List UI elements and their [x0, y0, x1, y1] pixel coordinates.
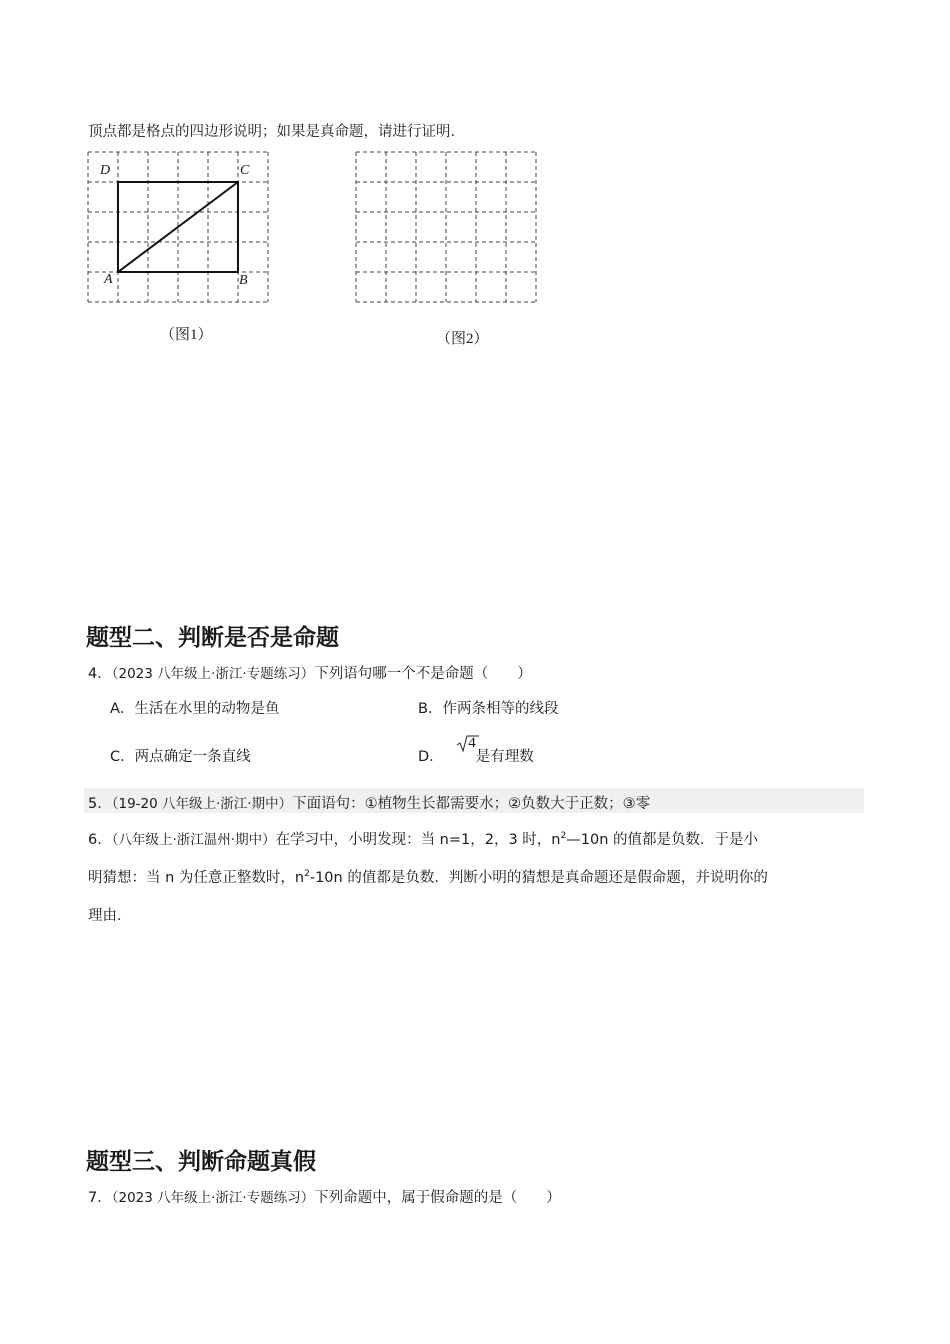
question-7-stem: 下列命题中，属于假命题的是（ ） — [314, 1190, 561, 1206]
option-c-letter: C． — [110, 749, 135, 765]
figure-2-label: （图2） — [436, 331, 489, 347]
option-d-text: 是有理数 — [475, 749, 534, 765]
question-6-number: 6． — [88, 832, 112, 848]
option-b[interactable] — [418, 697, 558, 718]
option-a[interactable] — [110, 697, 279, 718]
section-2-title: 题型二、判断是否是命题 — [86, 625, 339, 651]
question-6-source: （八年级上·浙江温州·期中） — [111, 832, 276, 848]
section-3-title: 题型三、判断命题真假 — [86, 1149, 316, 1175]
option-d-letter: D． — [418, 749, 444, 765]
question-6-text-2a: 明猜想：当 n 为任意正整数时，n — [88, 870, 305, 886]
question-6-text-2b: -10n 的值都是负数．判断小明的猜想是真命题还是假命题，并说明你的 — [309, 870, 768, 886]
option-a-letter: A． — [110, 701, 135, 717]
question-4-number: 4． — [88, 666, 112, 682]
intro-line: 顶点都是格点的四边形说明；如果是真命题，请进行证明． — [88, 124, 465, 140]
question-6-sup-1: 2 — [560, 831, 567, 842]
question-6-text-1a: 在学习中，小明发现：当 n=1，2，3 时，n — [275, 832, 561, 848]
question-6-line-3: 理由． — [88, 908, 132, 924]
question-6-line-2 — [88, 866, 768, 887]
question-7 — [88, 1186, 561, 1207]
sqrt-expression — [456, 734, 476, 752]
question-4 — [88, 662, 532, 683]
sqrt-radicand: 4 — [468, 735, 476, 751]
figure-2-grid — [352, 148, 542, 308]
sqrt-symbol — [456, 734, 480, 754]
figure-1-label: （图1） — [160, 327, 213, 343]
question-6-text-1b: —10n 的值都是负数．于是小 — [566, 832, 758, 848]
question-6-line-1 — [88, 828, 758, 849]
question-6-sup-2: 2 — [304, 869, 310, 880]
point-label-b: B — [239, 273, 248, 288]
option-a-text: 生活在水里的动物是鱼 — [134, 701, 280, 717]
question-5-source: （19-20 八年级上·浙江·期中） — [111, 796, 293, 812]
option-c[interactable] — [110, 745, 251, 766]
question-5-stem: 下面语句：①植物生长都需要水；②负数大于正数；③零 — [292, 796, 651, 812]
question-7-number: 7． — [88, 1190, 112, 1206]
option-b-text: 作两条相等的线段 — [442, 701, 559, 717]
question-5-number: 5． — [88, 796, 112, 812]
question-5 — [88, 792, 650, 813]
option-c-text: 两点确定一条直线 — [134, 749, 251, 765]
point-label-a: A — [104, 272, 113, 287]
point-label-c: C — [240, 163, 250, 178]
question-7-source: （2023 八年级上·浙江·专题练习） — [111, 1190, 315, 1206]
question-4-stem: 下列语句哪一个不是命题（ ） — [314, 666, 532, 682]
option-b-letter: B． — [418, 701, 443, 717]
point-label-d: D — [100, 163, 111, 178]
option-d[interactable] — [418, 735, 534, 766]
question-4-source: （2023 八年级上·浙江·专题练习） — [111, 666, 315, 682]
